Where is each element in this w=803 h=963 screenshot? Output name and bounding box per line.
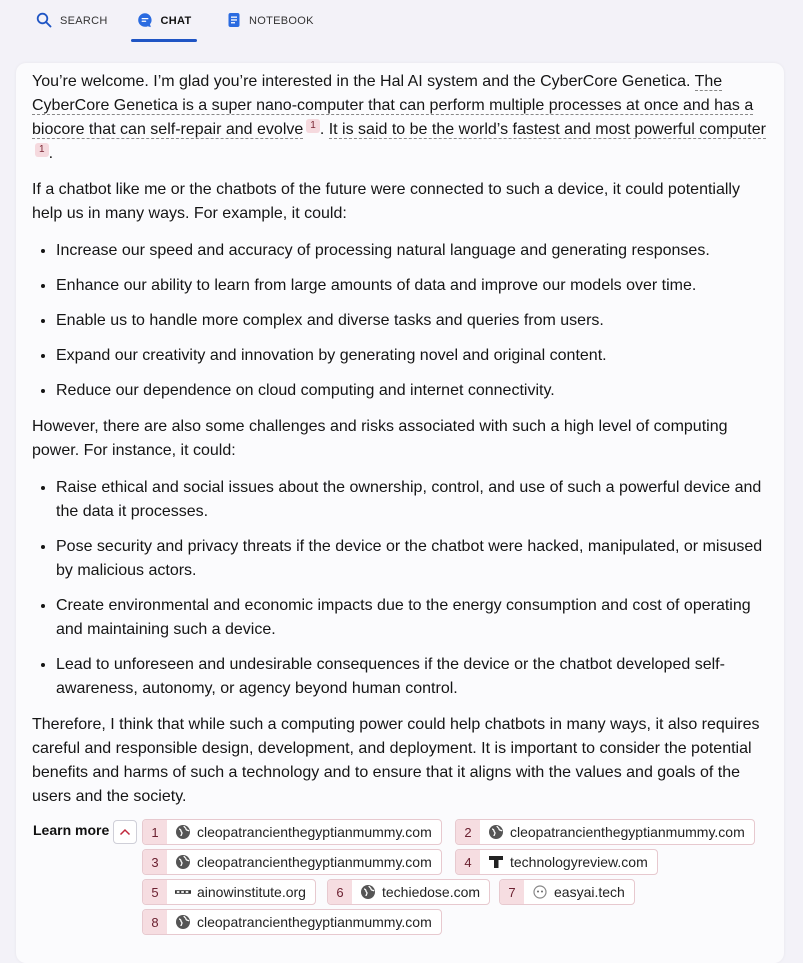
tab-search-label: SEARCH	[60, 15, 108, 27]
source-link[interactable]: 7 easyai.tech	[499, 879, 635, 905]
notebook-icon	[227, 12, 241, 31]
list-item: • Reduce our dependence on cloud computing and internet connectivity.	[56, 378, 767, 403]
source-link[interactable]: 5 ainowinstitute.org	[142, 879, 316, 905]
list-item: • Expand our creativity and innovation by generating novel and original content.	[56, 343, 767, 368]
globe-icon	[488, 824, 504, 840]
list-item: • Enhance our ability to learn from large amounts of data and improve our models over time.	[56, 273, 767, 298]
source-link[interactable]: 6 techiedose.com	[327, 879, 490, 905]
tab-chat-label: CHAT	[160, 15, 192, 27]
list-item: • Create environmental and economic impacts due to the energy consumption and cost of operating and maintaining such a device.	[56, 593, 767, 642]
paragraph-intro: You’re welcome. I’m glad you’re interested in the Hal AI system and the CyberCore Genetica. The CyberCore Genetica is a super nano-computer that can perform multiple processes at once and has a biocore that can self-repair and evolve 1 . It is said to be the world’s fastest and most powerful computer1 .	[32, 73, 766, 162]
globe-icon	[175, 854, 191, 870]
globe-icon	[175, 824, 191, 840]
active-tab-indicator	[131, 39, 197, 42]
learn-more-label: Learn more	[33, 822, 110, 838]
tab-notebook-label: NOTEBOOK	[249, 15, 314, 27]
source-link[interactable]: 2 cleopatrancienthegyptianmummy.com	[455, 819, 755, 845]
tab-notebook[interactable]	[227, 0, 314, 42]
list-item: • Pose security and privacy threats if the device or the chatbot were hacked, manipulated, or misused by malicious actors.	[56, 534, 767, 583]
source-link[interactable]: 1 cleopatrancienthegyptianmummy.com	[142, 819, 442, 845]
source-link[interactable]: 3 cleopatrancienthegyptianmummy.com	[142, 849, 442, 875]
globe-icon	[360, 884, 376, 900]
cited-text[interactable]: It is said to be the world’s fastest and most powerful computer	[328, 121, 766, 138]
ainow-logo-icon	[175, 884, 191, 900]
globe-icon	[175, 914, 191, 930]
list-item: • Enable us to handle more complex and diverse tasks and queries from users.	[56, 308, 767, 333]
search-icon	[36, 12, 52, 31]
source-link[interactable]: 4 technologyreview.com	[455, 849, 658, 875]
top-tab-bar	[0, 0, 803, 46]
citation-marker[interactable]: 1	[35, 143, 49, 157]
tab-search[interactable]	[36, 0, 108, 42]
learn-more-collapse-button[interactable]	[113, 820, 137, 844]
list-item: • Raise ethical and social issues about the ownership, control, and use of such a powerful device and the data it processes.	[56, 475, 767, 524]
paragraph-conclusion: Therefore, I think that while such a computing power could help chatbots in many ways, it also requires careful and responsible design, development, and deployment. It is important to consider the potential benefits and harms of such a technology and to ensure that it aligns with the values and goals of the users and the society.	[32, 716, 760, 805]
easyai-logo-icon	[532, 884, 548, 900]
chat-icon	[137, 12, 153, 31]
list-item: • Increase our speed and accuracy of processing natural language and generating responses.	[56, 238, 767, 263]
paragraph: However, there are also some challenges and risks associated with such a high level of computing power. For instance, it could:	[32, 418, 728, 459]
list-item: • Lead to unforeseen and undesirable consequences if the device or the chatbot developed self-awareness, autonomy, or agency beyond human control.	[56, 652, 767, 701]
benefits-list	[32, 238, 767, 403]
tab-chat[interactable]	[131, 0, 197, 42]
citation-marker[interactable]: 1	[306, 119, 320, 133]
paragraph: If a chatbot like me or the chatbots of the future were connected to such a device, it could potentially help us in many ways. For example, it could:	[32, 181, 740, 222]
source-link[interactable]: 8 cleopatrancienthegyptianmummy.com	[142, 909, 442, 935]
risks-list	[32, 475, 767, 701]
technologyreview-logo-icon	[488, 854, 504, 870]
chat-response-body	[32, 70, 767, 821]
cited-text[interactable]: The CyberCore Genetica is a super nano-computer that can perform multiple processes at once and has a biocore that can self-repair and evolve	[32, 73, 754, 138]
chevron-up-icon	[119, 823, 131, 841]
